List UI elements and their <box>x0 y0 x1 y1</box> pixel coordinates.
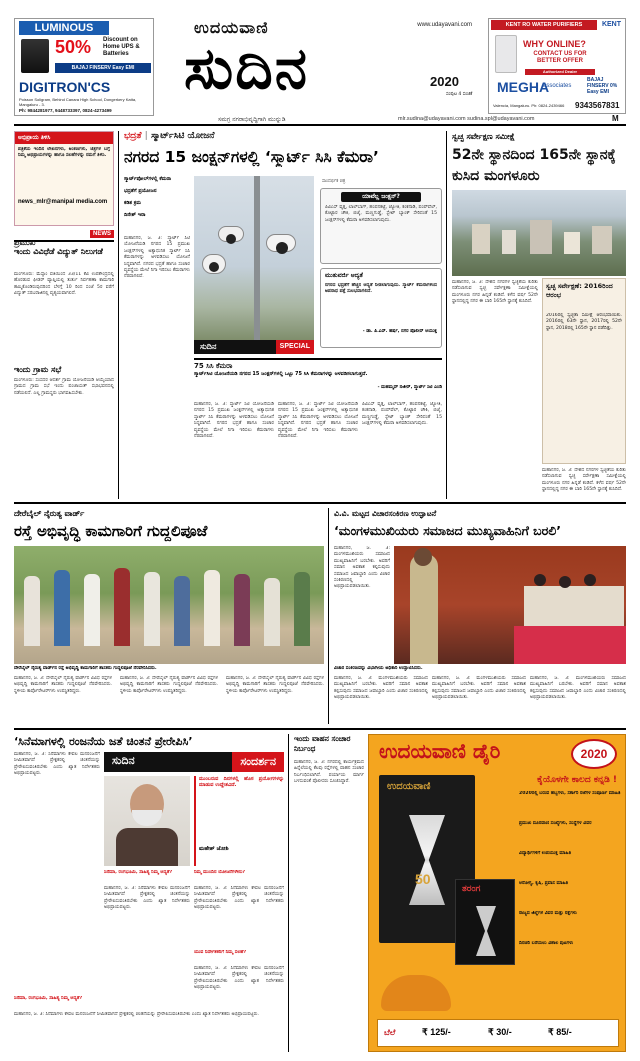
brief2-title: ಇಂದು ಗ್ರಾಮ ಸಭೆ <box>14 365 62 374</box>
lead-headline: ನಗರದ 15 ಜಂಕ್ಷನ್‌ಗಳಲ್ಲಿ ‘ಸ್ಮಾರ್ಟ್ ಸಿಸಿ ಕೆಮರಾ’ <box>124 148 379 166</box>
cinema-q2: ನಿಮ್ಮ ಮುಂದಿನ ಯೋಜನೆಗಳೇನು? <box>194 870 246 875</box>
junction-box <box>320 188 442 264</box>
ad-address: Poisson Soligram, Behind Canara High School, Dongerkery Katta, Mangaluru - 3. <box>19 97 137 107</box>
masthead-emails: mlr.sudina@udayavani.com sudina.spl@udayavani.com <box>398 116 535 122</box>
road-photo <box>14 546 324 664</box>
pramukha-band <box>14 230 114 247</box>
masthead-vol: ಸಂಪುಟ 4 ಸಂಚಿಕೆ <box>446 92 473 97</box>
vv-headline: ‘ಮಂಗಳಮುಖಿಯರು ಸಮಾಜದ ಮುಖ್ಯವಾಹಿನಿಗೆ ಬರಲಿ’ <box>334 523 561 538</box>
lead-body-2: ಮಹಾನಗರ, ಜ. 3: ಸ್ಮಾರ್ಟ್‌ ಸಿಟಿ ಯೋಜನೆಯಡಿ ನಗರದ 15 ಪ್ರಮುಖ ಜಂಕ್ಷನ್‌ಗಳಲ್ಲಿ ಅತ್ಯಾಧುನಿಕ ಸ್ಮಾರ್ಟ್ ಸಿಸಿ ಕೆಮರಾಗಳನ್ನು ಅಳವಡಿಸಲು ಯೋಜನೆ ಸಿದ್ಧವಾಗಿದೆ. ನಗರದ ಭದ್ರತೆ ಹಾಗೂ ಸಂಚಾರ ವ್ಯವಸ್ಥೆಯ ಮೇಲೆ ನಿಗಾ ಇರಿಸಲು ಕೆಮರಾಗಳು ನೆರವಾಗಲಿವೆ. <box>194 402 274 440</box>
ups-image <box>21 39 49 73</box>
cinema-body-4: ಮಹಾನಗರ, ಜ. 3: ಸಿನೆಮಾಗಳು ಕೇವಲ ಮನರಂಜನೆಗೆ ಸೀಮಿತವಾಗದೆ ಪ್ರೇಕ್ಷಕರಲ್ಲಿ ಚಿಂತನೆಯನ್ನು ಪ್ರೇರೇಪಿಸುವಂತಿರಬೇಕು ಎಂದು ಖ್ಯಾತ ನಿರ್ದೇಶಕರು ಅಭಿಪ್ರಾಯಪಟ್ಟರು. <box>194 966 284 991</box>
feedback-email[interactable]: news_mlr@manipal media.com <box>18 199 108 205</box>
lead-body: ಮಹಾನಗರ, ಜ. 3: ಸ್ಮಾರ್ಟ್‌ ಸಿಟಿ ಯೋಜನೆಯಡಿ ನಗರದ 15 ಪ್ರಮುಖ ಜಂಕ್ಷನ್‌ಗಳಲ್ಲಿ ಅತ್ಯಾಧುನಿಕ ಸ್ಮಾರ್ಟ್ ಸಿಸಿ ಕೆಮರಾಗಳನ್ನು ಅಳವಡಿಸಲು ಯೋಜನೆ ಸಿದ್ಧವಾಗಿದೆ. ನಗರದ ಭದ್ರತೆ ಹಾಗೂ ಸಂಚಾರ ವ್ಯವಸ್ಥೆಯ ಮೇಲೆ ನಿಗಾ ಇರಿಸಲು ಕೆಮರಾಗಳು ನೆರವಾಗಲಿವೆ. <box>124 236 190 280</box>
sandarshana-band <box>104 752 284 772</box>
vv-body-2: ಮಹಾನಗರ, ಜ. 3: ಮಂಗಳಮುಖಿಯರು ಸಮಾಜದ ಮುಖ್ಯವಾಹಿನಿಗೆ ಬರಬೇಕು. ಅವರಿಗೆ ಸಮಾನ ಅವಕಾಶ ಕಲ್ಪಿಸುವುದು ಸಮಾಜದ ಜವಾಬ್ದಾರಿ ಎಂದು ವಿಚಾರ ಸಂಕಿರಣದಲ್ಲಿ ಅಭಿಪ್ರಾಯಪಡಲಾಯಿತು. <box>334 676 428 701</box>
swachh-body: ಮಹಾನಗರ, ಜ. 3: ದೇಶದ ನಗರಗಳ ಸ್ವಚ್ಛತೆಯ ಕುರಿತು ನಡೆಸಲಾಗುವ ಸ್ವಚ್ಛ ಸರ್ವೇಕ್ಷಣಾ ಸಮೀಕ್ಷೆಯಲ್ಲಿ ಮಂಗಳೂರು ನಗರ ಹಿನ್ನಡೆ ಕಂಡಿದೆ. ಕಳೆದ ವರ್ಷ 52ನೇ ಸ್ಥಾನದಲ್ಲಿದ್ದ ನಗರ ಈ ಬಾರಿ 165ನೇ ಸ್ಥಾನಕ್ಕೆ ಕುಸಿದಿದೆ. <box>452 280 538 305</box>
vahana-headline: ಇಂದು ವಾಹನ ಸಂಚಾರ ನಿರ್ಬಂಧ <box>294 734 351 753</box>
quote-by: - ಡಾ. ಪಿ.ಎಸ್. ಹರ್ಷ, ನಗರ ಪೊಲೀಸ್ ಆಯುಕ್ತ <box>362 329 437 334</box>
lead-bullet: ಕಡಿತ ಕ್ರಮ <box>124 200 142 206</box>
vv-body-4: ಮಹಾನಗರ, ಜ. 3: ಮಂಗಳಮುಖಿಯರು ಸಮಾಜದ ಮುಖ್ಯವಾಹಿನಿಗೆ ಬರಬೇಕು. ಅವರಿಗೆ ಸಮಾನ ಅವಕಾಶ ಕಲ್ಪಿಸುವುದು ಸಮಾಜದ ಜವಾಬ್ದಾರಿ ಎಂದು ವಿಚಾರ ಸಂಕಿರಣದಲ್ಲಿ ಅಭಿಪ್ರಾಯಪಡಲಾಯಿತು. <box>530 676 626 701</box>
masthead-brand: ಉದಯವಾಣಿ <box>194 18 269 37</box>
junction-box-title: ಯಾವೆಲ್ಲ ಜಂಕ್ಷನ್? <box>341 192 421 202</box>
cinema-body-5: ಮಹಾನಗರ, ಜ. 3: ಸಿನೆಮಾಗಳು ಕೇವಲ ಮನರಂಜನೆಗೆ ಸೀಮಿತವಾಗದೆ ಪ್ರೇಕ್ಷಕರಲ್ಲಿ ಚಿಂತನೆಯನ್ನು ಪ್ರೇರೇಪಿಸುವಂತಿರಬೇಕು ಎಂದು ಖ್ಯಾತ ನಿರ್ದೇಶಕರು ಅಭಿಪ್ರಾಯಪಟ್ಟರು. <box>14 1012 259 1017</box>
road-body-3: ಮಹಾನಗರ, ಜ. 3: ದೇರೆಬೈಲ್ ನೈರುತ್ಯ ವಾರ್ಡ್‌ನ ವಿವಿಧ ರಸ್ತೆಗಳ ಅಭಿವೃದ್ಧಿ ಕಾಮಗಾರಿಗೆ ಶಾಸಕರು ಗುದ್ದಲಿಪೂಜೆ ನೆರವೇರಿಸಿದರು. ಸ್ಥಳೀಯ ಕಾರ್ಪೊರೇಟರ್‌ಗಳು ಉಪಸ್ಥಿತರಿದ್ದರು. <box>226 676 324 694</box>
diary-ad[interactable] <box>368 734 626 1052</box>
vv-body-1: ಮಹಾನಗರ, ಜ. 3: ಮಂಗಳಮುಖಿಯರು ಸಮಾಜದ ಮುಖ್ಯವಾಹಿನಿಗೆ ಬರಬೇಕು. ಅವರಿಗೆ ಸಮಾನ ಅವಕಾಶ ಕಲ್ಪಿಸುವುದು ಸಮಾಜದ ಜವಾಬ್ದಾರಿ ಎಂದು ವಿಚಾರ ಸಂಕಿರಣದಲ್ಲಿ ಅಭಿಪ್ರಾಯಪಡಲಾಯಿತು. <box>334 546 390 590</box>
ad-kent[interactable] <box>488 18 626 114</box>
special-band-2: SPECIAL <box>276 340 314 354</box>
price-3: ₹ 85/- <box>548 1027 572 1037</box>
ad-kent-q: WHY ONLINE? <box>523 39 586 49</box>
band-sandarshana: ಸಂದರ್ಶನ <box>232 752 284 772</box>
diary-feature: ರಾಜ್ಯದ ಜಿಲ್ಲೆಗಳ ವಿವರ ಮತ್ತು ನಕ್ಷೆಗಳು <box>519 911 577 916</box>
cinema-body-3: ಮಹಾನಗರ, ಜ. 3: ಸಿನೆಮಾಗಳು ಕೇವಲ ಮನರಂಜನೆಗೆ ಸೀಮಿತವಾಗದೆ ಪ್ರೇಕ್ಷಕರಲ್ಲಿ ಚಿಂತನೆಯನ್ನು ಪ್ರೇರೇಪಿಸುವಂತಿರಬೇಕು ಎಂದು ಖ್ಯಾತ ನಿರ್ದೇಶಕರು ಅಭಿಪ್ರಾಯಪಟ್ಟರು. <box>194 886 284 911</box>
cinema-headline: ‘ಸಿನೆಮಾಗಳಲ್ಲಿ ರಂಜನೆಯ ಜತೆ ಚಿಂತನೆ ಪ್ರೇರೇಪಿಸಿ’ <box>14 735 193 748</box>
pramukha-tag: NEWS <box>90 230 114 238</box>
swachh-headline: 52ನೇ ಸ್ಥಾನದಿಂದ 165ನೇ ಸ್ಥಾನಕ್ಕೆ ಕುಸಿದ ಮಂಗಳೂರು <box>452 147 616 184</box>
ad-phone: Ph: 9844281977, 9448733397, 0824-4273499 <box>19 108 112 113</box>
ad-kent-shop2: associates <box>543 83 572 89</box>
vv-caption: ವಿಚಾರ ಸಂಕಿರಣವನ್ನು ವಿಭಾಗೀಯ ಅಧಿಕಾರಿ ಉದ್ಘಾಟಿಸಿದರು. <box>334 666 423 671</box>
ad-offer: 50% <box>55 37 92 57</box>
price-label: ಬೆಲೆ <box>384 1028 396 1037</box>
swachh-body-2: ಮಹಾನಗರ, ಜ. 3: ದೇಶದ ನಗರಗಳ ಸ್ವಚ್ಛತೆಯ ಕುರಿತು ನಡೆಸಲಾಗುವ ಸ್ವಚ್ಛ ಸರ್ವೇಕ್ಷಣಾ ಸಮೀಕ್ಷೆಯಲ್ಲಿ ಮಂಗಳೂರು ನಗರ ಹಿನ್ನಡೆ ಕಂಡಿದೆ. ಕಳೆದ ವರ್ಷ 52ನೇ ಸ್ಥಾನದಲ್ಲಿದ್ದ ನಗರ ಈ ಬಾರಿ 165ನೇ ಸ್ಥಾನಕ್ಕೆ ಕುಸಿದಿದೆ. <box>542 468 626 493</box>
swachh-kicker: ಸ್ವಚ್ಛ ಸರ್ವೇಕ್ಷಣ ಸಮೀಕ್ಷೆ <box>452 132 515 141</box>
diary-feature: ಆರೋಗ್ಯ, ಕೃಷಿ, ಪ್ರವಾಸ ಮಾಹಿತಿ <box>519 881 569 886</box>
lead-body-4: ಪಿವಿಎಸ್ ವೃತ್ತ, ಲಾಲ್‌ಬಾಗ್, ಹಂಪನಕಟ್ಟೆ, ಜ್ಯೋತಿ, ಕಂಕನಾಡಿ, ಪಂಪ್‌ವೆಲ್, ಕೊಟ್ಟಾರ ಚೌಕಿ, ಬಿಜೈ, ಮಣ್ಣಗುಡ್ಡೆ, ಸ್ಟೇಟ್ ಬ್ಯಾಂಕ್ ಸೇರಿದಂತೆ 15 ಜಂಕ್ಷನ್‌ಗಳಲ್ಲಿ ಕೆಮರಾ ಅಳವಡಿಸಲಾಗುವುದು. <box>362 402 442 427</box>
stat-author: - ಮಹಮ್ಮದ್ ನಜೀರ್, ಸ್ಮಾರ್ಟ್ ಸಿಟಿ ಎಂಡಿ <box>377 385 442 390</box>
diary-prices <box>377 1019 619 1047</box>
cinema-name: ಮಹೇಶ್ ಜೋಶಿ <box>199 846 229 852</box>
road-body-1: ಮಹಾನಗರ, ಜ. 3: ದೇರೆಬೈಲ್ ನೈರುತ್ಯ ವಾರ್ಡ್‌ನ ವಿವಿಧ ರಸ್ತೆಗಳ ಅಭಿವೃದ್ಧಿ ಕಾಮಗಾರಿಗೆ ಶಾಸಕರು ಗುದ್ದಲಿಪೂಜೆ ನೆರವೇರಿಸಿದರು. ಸ್ಥಳೀಯ ಕಾರ್ಪೊರೇಟರ್‌ಗಳು ಉಪಸ್ಥಿತರಿದ್ದರು. <box>14 676 112 694</box>
tarang-label: ತರಂಗ <box>462 884 481 894</box>
swachh-box-text: 2016ರಲ್ಲಿ ಸ್ವಚ್ಛತಾ ಸಮೀಕ್ಷೆ ಆರಂಭವಾಯಿತು. 2016ರಲ್ಲಿ 63ನೇ ಸ್ಥಾನ, 2017ರಲ್ಲಿ 52ನೇ ಸ್ಥಾನ, 2018ರಲ್ಲಿ 165ನೇ ಸ್ಥಾನ ಪಡೆದಿತ್ತು. <box>546 313 622 331</box>
swachh-box-title: ಸ್ವಚ್ಛ ಸರ್ವೇಕ್ಷಣೆ: 2016ರಿಂದ ಆರಂಭ <box>546 282 613 299</box>
lead-bullets <box>124 176 190 222</box>
road-headline: ರಸ್ತೆ ಅಭಿವೃದ್ಧಿ ಕಾಮಗಾರಿಗೆ ಗುದ್ದಲಿಪೂಜೆ <box>14 522 208 540</box>
road-body-2: ಮಹಾನಗರ, ಜ. 3: ದೇರೆಬೈಲ್ ನೈರುತ್ಯ ವಾರ್ಡ್‌ನ ವಿವಿಧ ರಸ್ತೆಗಳ ಅಭಿವೃದ್ಧಿ ಕಾಮಗಾರಿಗೆ ಶಾಸಕರು ಗುದ್ದಲಿಪೂಜೆ ನೆರವೇರಿಸಿದರು. ಸ್ಥಳೀಯ ಕಾರ್ಪೊರೇಟರ್‌ಗಳು ಉಪಸ್ಥಿತರಿದ್ದರು. <box>120 676 218 694</box>
cinema-rule <box>288 734 289 1052</box>
diary-sub: ಕೈಯೊಳಗೇ ಕಾಲದ ಕನ್ನಡಿ ! <box>537 775 617 785</box>
masthead-url: www.udayavani.com <box>417 22 472 28</box>
ad-kent-cta: CONTACT US FOR BETTER OFFER <box>533 51 587 64</box>
vahana-body: ಮಹಾನಗರ, ಜ. 3: ನಗರದಲ್ಲಿ ಕಾರ್ಯಕ್ರಮದ ಹಿನ್ನೆಲೆಯಲ್ಲಿ ಕೆಲವು ರಸ್ತೆಗಳಲ್ಲಿ ವಾಹನ ಸಂಚಾರ ನಿರ್ಬಂಧಿಸಲಾಗಿದೆ. ಪರ್ಯಾಯ ಮಾರ್ಗ ಬಳಸುವಂತೆ ಪೊಲೀಸರು ಸೂಚಿಸಿದ್ದಾರೆ. <box>294 760 364 785</box>
feedback-text: ಪತ್ರಿಕೆಯ ಇಂದಿನ ಲೇಖನಗಳು, ಅಂಕಣಗಳು, ಚಿತ್ರಗಳ ಬಗ್ಗೆ ನಿಮ್ಮ ಅಭಿಪ್ರಾಯಗಳನ್ನು ಹಾಗೂ ಸಲಹೆಗಳನ್ನು ನಮಗೆ ತಿಳಿಸಿ. <box>18 147 110 159</box>
ad-kent-phone: 9343567831 <box>575 101 620 110</box>
cctv-photo <box>194 176 314 340</box>
section-rule-1 <box>14 502 626 504</box>
ad-kent-shop: MEGHA <box>497 79 550 95</box>
masthead-year: 2020 <box>430 74 459 89</box>
ad-kent-title: KENT RO WATER PURIFIERS <box>491 20 597 30</box>
masthead-title: ಸುದಿನ <box>184 34 309 102</box>
diary-title <box>379 739 500 763</box>
lead-kicker: ಭದ್ರತೆ | ಸ್ಮಾರ್ಟ್‌ಸಿಟಿ ಯೋಜನೆ <box>124 131 215 141</box>
hourglass-icon <box>409 815 445 905</box>
brief2-text: ಮಂಗಳೂರು: ಸಂಸದರ ಆದರ್ಶ ಗ್ರಾಮ ಯೋಜನೆಯಡಿ ಆಯ್ಕೆಯಾದ ಗ್ರಾಮದ ಗ್ರಾಮ ಸಭೆ ಇಂದು ಪಂಚಾಯತ್ ಸಭಾಭವನದಲ್ಲಿ ನಡೆಯಲಿದೆ. ಎಲ್ಲ ಗ್ರಾಮಸ್ಥರು ಭಾಗವಹಿಸಬೇಕು. <box>14 378 114 396</box>
ad-kent-address: Valencia, Mangaluru. Ph: 0824-2439466 <box>493 103 565 108</box>
special-band-1: ಸುದಿನ <box>200 342 217 351</box>
cinema-q1: ಸಿನೆಮಾ, ರಂಗಭೂಮಿ, ಸಾಹಿತ್ಯ ನಿಮ್ಮ ಆದ್ಯತೆ? <box>104 870 173 875</box>
road-kicker: ದೇರೆಬೈಲ್ ನೈರುತ್ಯ ವಾರ್ಡ್ <box>14 509 85 518</box>
section-rule-2 <box>14 728 626 730</box>
diary-features <box>519 791 621 991</box>
cinema-body-1: ಮಹಾನಗರ, ಜ. 3: ಸಿನೆಮಾಗಳು ಕೇವಲ ಮನರಂಜನೆಗೆ ಸೀಮಿತವಾಗದೆ ಪ್ರೇಕ್ಷಕರಲ್ಲಿ ಚಿಂತನೆಯನ್ನು ಪ್ರೇರೇಪಿಸುವಂತಿರಬೇಕು ಎಂದು ಖ್ಯಾತ ನಿರ್ದೇಶಕರು ಅಭಿಪ್ರಾಯಪಟ್ಟರು. <box>14 752 100 777</box>
diary-feature: ಪ್ರಮುಖ ದೂರವಾಣಿ ಸಂಖ್ಯೆಗಳು, ಸಂಸ್ಥೆಗಳ ವಿವರ <box>519 821 592 826</box>
lead-body-3: ಮಹಾನಗರ, ಜ. 3: ಸ್ಮಾರ್ಟ್‌ ಸಿಟಿ ಯೋಜನೆಯಡಿ ನಗರದ 15 ಪ್ರಮುಖ ಜಂಕ್ಷನ್‌ಗಳಲ್ಲಿ ಅತ್ಯಾಧುನಿಕ ಸ್ಮಾರ್ಟ್ ಸಿಸಿ ಕೆಮರಾಗಳನ್ನು ಅಳವಡಿಸಲು ಯೋಜನೆ ಸಿದ್ಧವಾಗಿದೆ. ನಗರದ ಭದ್ರತೆ ಹಾಗೂ ಸಂಚಾರ ವ್ಯವಸ್ಥೆಯ ಮೇಲೆ ನಿಗಾ ಇರಿಸಲು ಕೆಮರಾಗಳು ನೆರವಾಗಲಿವೆ. <box>278 402 358 440</box>
stat-box <box>194 358 442 398</box>
brief1-title: ಇಂದು ವಿವಿಧೆಡೆ ವಿದ್ಯುತ್ ನಿಲುಗಡೆ <box>14 247 103 256</box>
ad-kent-finance: BAJAJ FINSERV 0% Easy EMI <box>587 77 618 95</box>
diary-cover-brand: ಉದಯವಾಣಿ <box>387 781 431 792</box>
pramukha-label: ಪ್ರಮುಖ <box>14 238 36 247</box>
diary-badge: 50 <box>415 871 431 887</box>
quote-text: ನಗರದ ಭದ್ರತೆಗೆ ಹೆಚ್ಚಿನ ಆದ್ಯತೆ ನೀಡಲಾಗುವುದು. ಸ್ಮಾರ್ಟ್ ಕೆಮರಾಗಳಿಂದ ಅಪರಾಧ ಪತ್ತೆ ಸುಲಭವಾಗಲಿದೆ. <box>325 283 437 295</box>
lead-kicker-1: ಭದ್ರತೆ <box>124 131 142 141</box>
diary-title-text: ಉದಯವಾಣಿ ಡೈರಿ <box>379 739 501 763</box>
mid-col-rule <box>446 131 447 499</box>
ad-shop: DIGITRON'CS <box>19 79 111 95</box>
cinema-body-2: ಮಹಾನಗರ, ಜ. 3: ಸಿನೆಮಾಗಳು ಕೇವಲ ಮನರಂಜನೆಗೆ ಸೀಮಿತವಾಗದೆ ಪ್ರೇಕ್ಷಕರಲ್ಲಿ ಚಿಂತನೆಯನ್ನು ಪ್ರೇರೇಪಿಸುವಂತಿರಬೇಕು ಎಂದು ಖ್ಯಾತ ನಿರ್ದೇಶಕರು ಅಭಿಪ್ರಾಯಪಟ್ಟರು. <box>104 886 190 911</box>
diary-year: 2020 <box>571 739 617 769</box>
ad-luminous[interactable] <box>14 18 154 116</box>
brief1-text: ಮಂಗಳೂರು: ಮೆಸ್ಕಾಂ ವತಿಯಿಂದ 33/11 ಕೆವಿ ಉಪಕೇಂದ್ರದಲ್ಲಿ ಹೊರಡುವ ಫೀಡರ್ ವ್ಯಾಪ್ತಿಯಲ್ಲಿ ತುರ್ತು ನಿರ್ವಹಣಾ ಕಾಮಗಾರಿ ಹಮ್ಮಿಕೊಂಡಿರುವುದರಿಂದ ಬೆಳಗ್ಗೆ 10 ರಿಂದ ಸಂಜೆ 5ರ ವರೆಗೆ ವಿದ್ಯುತ್ ಸರಬರಾಜಿನಲ್ಲಿ ವ್ಯತ್ಯಯವಾಗಲಿದೆ. <box>14 272 114 297</box>
edition-mark: M <box>612 114 619 123</box>
ad-kent-label: Authorized Dealer <box>525 69 595 75</box>
ad-finance: BAJAJ FINSERV Easy EMI <box>55 63 151 73</box>
diary-feature: ವಿದ್ಯಾರ್ಥಿಗಳಿಗೆ ಉಪಯುಕ್ತ ಮಾಹಿತಿ <box>519 851 572 856</box>
lead-bullet: ಭದ್ರತೆಗೆ ಪ್ರಯೋಜನ <box>124 188 157 194</box>
road-vv-rule <box>328 508 329 724</box>
masthead-rule <box>14 124 626 126</box>
vv-photo <box>394 546 626 664</box>
quote-box-title: ಮುತುವರ್ಜಿ ಆದ್ಯತೆ <box>325 272 363 279</box>
band-sudina: ಸುದಿನ <box>112 754 135 767</box>
ad-kent-brand: KENT <box>601 21 621 28</box>
ad-offer-text: Discount on Home UPS & Batteries <box>103 37 140 57</box>
special-band <box>194 340 314 354</box>
purifier-image <box>495 35 517 73</box>
lead-byline: ದಿನೇಶ್ ಇರಾ <box>124 212 146 218</box>
vv-kicker: ವಿ.ವಿ. ಮಟ್ಟದ ವಿಚಾರಸಂಕಿರಣ ಉದ್ಘಾಟನೆ <box>334 509 437 518</box>
lead-kicker-2: ಸ್ಮಾರ್ಟ್‌ಸಿಟಿ ಯೋಜನೆ <box>151 131 215 141</box>
lead-bullet: ಸ್ಮಾರ್ಟ್‌ಪೋಲ್‌ಗಳಲ್ಲಿ ಕೆಮರಾ <box>124 176 172 182</box>
cinema-q3: ಯುವ ನಿರ್ದೇಶಕರಿಗೆ ನಿಮ್ಮ ಸಲಹೆ? <box>194 950 247 955</box>
quote-box <box>320 268 442 348</box>
masthead-tagline: ಸಮಗ್ರ ನಗರಾಭಿವೃದ್ಧಿಗಾಗಿ ಮುನ್ನುಡಿ <box>218 116 286 123</box>
stat-title: 75 ಸಿಸಿ ಕೆಮರಾ <box>194 362 233 370</box>
photo-credit: ಸಾಂದರ್ಭಿಕ ಚಿತ್ರ <box>322 179 346 184</box>
elephant-art <box>381 975 451 1011</box>
cinema-quote-text: ಮುಂಬರುವ ದಿನಗಳಲ್ಲಿ ಹೊಸ ಪ್ರಯೋಗಗಳನ್ನು ಮಾಡುವ ಉದ್ದೇಶವಿದೆ. <box>199 776 284 789</box>
tarang-book <box>455 879 515 965</box>
price-1: ₹ 125/- <box>422 1027 451 1037</box>
vv-body-3: ಮಹಾನಗರ, ಜ. 3: ಮಂಗಳಮುಖಿಯರು ಸಮಾಜದ ಮುಖ್ಯವಾಹಿನಿಗೆ ಬರಬೇಕು. ಅವರಿಗೆ ಸಮಾನ ಅವಕಾಶ ಕಲ್ಪಿಸುವುದು ಸಮಾಜದ ಜವಾಬ್ದಾರಿ ಎಂದು ವಿಚಾರ ಸಂಕಿರಣದಲ್ಲಿ ಅಭಿಪ್ರಾಯಪಡಲಾಯಿತು. <box>432 676 526 701</box>
city-photo <box>452 190 626 276</box>
diary-feature: ದಿನಚರಿ ಬರೆಯಲು ವಿಶಾಲ ಪುಟಗಳು <box>519 941 574 946</box>
interviewee-photo <box>104 776 190 866</box>
cinema-q-left: ಸಿನೆಮಾ, ರಂಗಭೂಮಿ, ಸಾಹಿತ್ಯ ನಿಮ್ಮ ಆದ್ಯತೆ? <box>14 996 83 1001</box>
cinema-quote <box>194 776 284 866</box>
price-2: ₹ 30/- <box>488 1027 512 1037</box>
feedback-box <box>14 131 114 226</box>
ad-luminous-brand: LUMINOUS <box>19 21 109 35</box>
small-hourglass-icon <box>476 906 496 956</box>
stat-text: ಸ್ಮಾರ್ಟ್‌ಸಿಟಿ ಯೋಜನೆಯಡಿ ನಗರದ 15 ಜಂಕ್ಷನ್‌ಗಳಲ್ಲಿ ಒಟ್ಟು 75 ಸಿಸಿ ಕೆಮರಾಗಳನ್ನು ಅಳವಡಿಸಲಾಗುತ್ತದೆ. <box>194 371 368 377</box>
diary-feature: 2020ರಲ್ಲಿ ಬರುವ ಹಬ್ಬಗಳು, ಸರ್ಕಾರಿ ರಜೆಗಳ ಸಂಪೂರ್ಣ ಮಾಹಿತಿ <box>519 791 621 796</box>
road-caption: ದೇರೆಬೈಲ್ ನೈರುತ್ಯ ವಾರ್ಡ್‌ನ ರಸ್ತೆ ಅಭಿವೃದ್ಧಿ ಕಾಮಗಾರಿಗೆ ಶಾಸಕರು ಗುದ್ದಲಿಪೂಜೆ ನೆರವೇರಿಸಿದರು. <box>14 666 157 671</box>
swachh-box <box>542 278 626 464</box>
feedback-head: ಅಭಿಪ್ರಾಯ ತಿಳಿಸಿ <box>15 132 113 144</box>
masthead <box>160 14 480 120</box>
left-col-rule <box>118 131 119 499</box>
junction-box-text: ಪಿವಿಎಸ್ ವೃತ್ತ, ಲಾಲ್‌ಬಾಗ್, ಹಂಪನಕಟ್ಟೆ, ಜ್ಯೋತಿ, ಕಂಕನಾಡಿ, ಪಂಪ್‌ವೆಲ್, ಕೊಟ್ಟಾರ ಚೌಕಿ, ಬಿಜೈ, ಮಣ್ಣಗುಡ್ಡೆ, ಸ್ಟೇಟ್ ಬ್ಯಾಂಕ್ ಸೇರಿದಂತೆ 15 ಜಂಕ್ಷನ್‌ಗಳಲ್ಲಿ ಕೆಮರಾ ಅಳವಡಿಸಲಾಗುವುದು. <box>325 205 437 223</box>
